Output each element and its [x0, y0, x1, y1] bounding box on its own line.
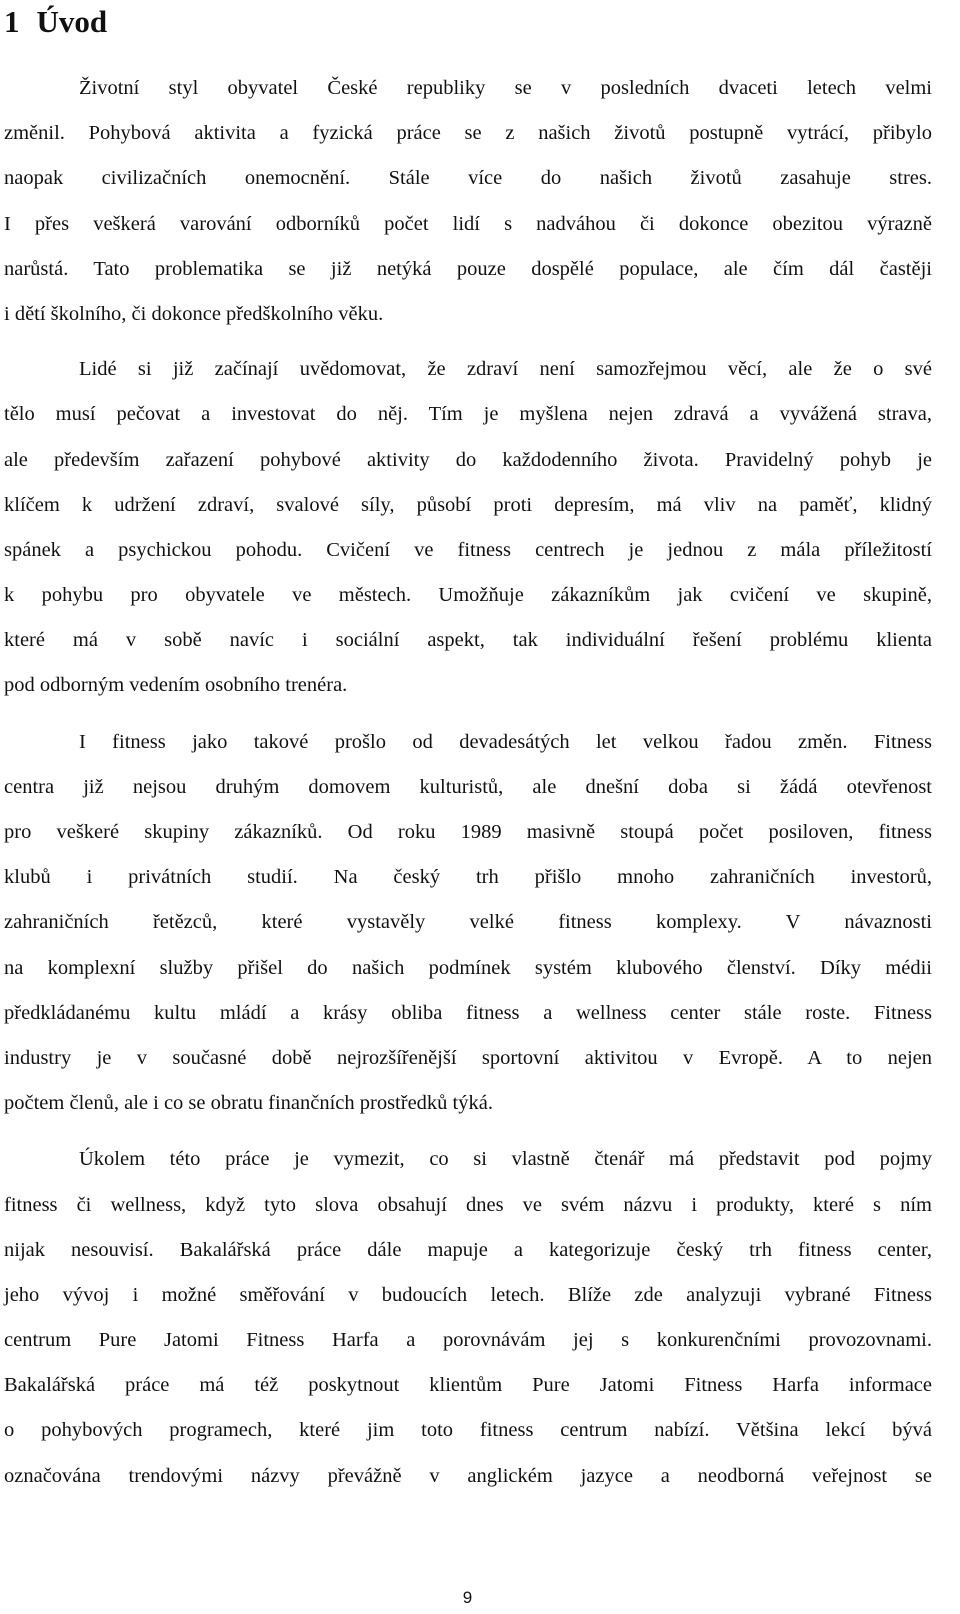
- text-line: klíčem k udržení zdraví, svalové síly, působí proti depresím, má vliv na paměť, klidný: [4, 493, 932, 516]
- text-line: jeho vývoj i možné směřování v budoucích letech. Blíže zde analyzuji vybrané Fitness: [4, 1283, 932, 1306]
- text-line: o pohybových programech, které jim toto fitness centrum nabízí. Většina lekcí bývá: [4, 1419, 932, 1442]
- text-line: i dětí školního, či dokonce předškolního věku.: [4, 302, 384, 325]
- text-line: Bakalářská práce má též poskytnout klientům Pure Jatomi Fitness Harfa informace: [4, 1374, 932, 1397]
- text-line: Úkolem této práce je vymezit, co si vlastně čtenář má představit pod pojmy: [79, 1148, 932, 1171]
- text-line: na komplexní služby přišel do našich podmínek systém klubového členství. Díky médii: [4, 956, 932, 979]
- text-line: nijak nesouvisí. Bakalářská práce dále mapuje a kategorizuje český trh fitness center,: [4, 1238, 932, 1261]
- text-line: klubů i privátních studií. Na český trh přišlo mnoho zahraničních investorů,: [4, 866, 932, 889]
- text-line: k pohybu pro obyvatele ve městech. Umožňuje zákazníkům jak cvičení ve skupině,: [4, 584, 932, 607]
- text-line: tělo musí pečovat a investovat do něj. Tím je myšlena nejen zdravá a vyvážená strava,: [4, 403, 932, 426]
- text-line: spánek a psychickou pohodu. Cvičení ve fitness centrech je jednou z mála příležitostí: [4, 538, 932, 561]
- text-line: označována trendovými názvy převážně v anglickém jazyce a neodborná veřejnost se: [4, 1464, 932, 1487]
- text-line: narůstá. Tato problematika se již netýká pouze dospělé populace, ale čím dál častěji: [4, 257, 932, 280]
- paragraph-1: [4, 66, 932, 337]
- page-number: 9: [462, 1588, 473, 1607]
- paragraph-3: [4, 720, 932, 1127]
- body-text: [4, 66, 932, 1499]
- text-line: I přes veškerá varování odborníků počet lidí s nadváhou či dokonce obezitou výrazně: [4, 212, 932, 235]
- text-line: centrum Pure Jatomi Fitness Harfa a porovnávám jej s konkurenčními provozovnami.: [4, 1329, 932, 1352]
- text-line: I fitness jako takové prošlo od devadesátých let velkou řadou změn. Fitness: [79, 730, 932, 753]
- text-line: předkládanému kultu mládí a krásy obliba fitness a wellness center stále roste. Fitness: [4, 1001, 932, 1024]
- text-line: pro veškeré skupiny zákazníků. Od roku 1989 masivně stoupá počet posiloven, fitness: [4, 821, 932, 843]
- text-line: Lidé si již začínají uvědomovat, že zdraví není samozřejmou věcí, ale že o své: [79, 358, 932, 381]
- text-line: počtem členů, ale i co se obratu finančních prostředků týká.: [4, 1092, 493, 1115]
- chapter-title: Úvod: [36, 4, 108, 39]
- text-line: pod odborným vedením osobního trenéra.: [4, 674, 348, 697]
- text-line: fitness či wellness, když tyto slova obsahují dnes ve svém názvu i produkty, které s ním: [4, 1193, 932, 1216]
- text-line: změnil. Pohybová aktivita a fyzická práce se z našich životů postupně vytrácí, přibylo: [4, 122, 932, 145]
- text-line: centra již nejsou druhým domovem kulturistů, ale dnešní doba si žádá otevřenost: [4, 775, 932, 798]
- text-line: zahraničních řetězců, které vystavěly velké fitness komplexy. V návaznosti: [4, 911, 932, 934]
- text-line: které má v sobě navíc i sociální aspekt, tak individuální řešení problému klienta: [4, 629, 932, 652]
- paragraph-2: [4, 347, 932, 709]
- text-line: Životní styl obyvatel České republiky se v posledních dvaceti letech velmi: [79, 77, 932, 99]
- paragraph-4: [4, 1137, 932, 1499]
- chapter-heading: [4, 2, 107, 42]
- text-line: naopak civilizačních onemocnění. Stále více do našich životů zasahuje stres.: [4, 167, 932, 190]
- chapter-number: 1: [4, 4, 20, 39]
- text-line: industry je v současné době nejrozšířenější sportovní aktivitou v Evropě. A to nejen: [4, 1046, 932, 1069]
- text-line: ale především zařazení pohybové aktivity do každodenního života. Pravidelný pohyb je: [4, 448, 932, 471]
